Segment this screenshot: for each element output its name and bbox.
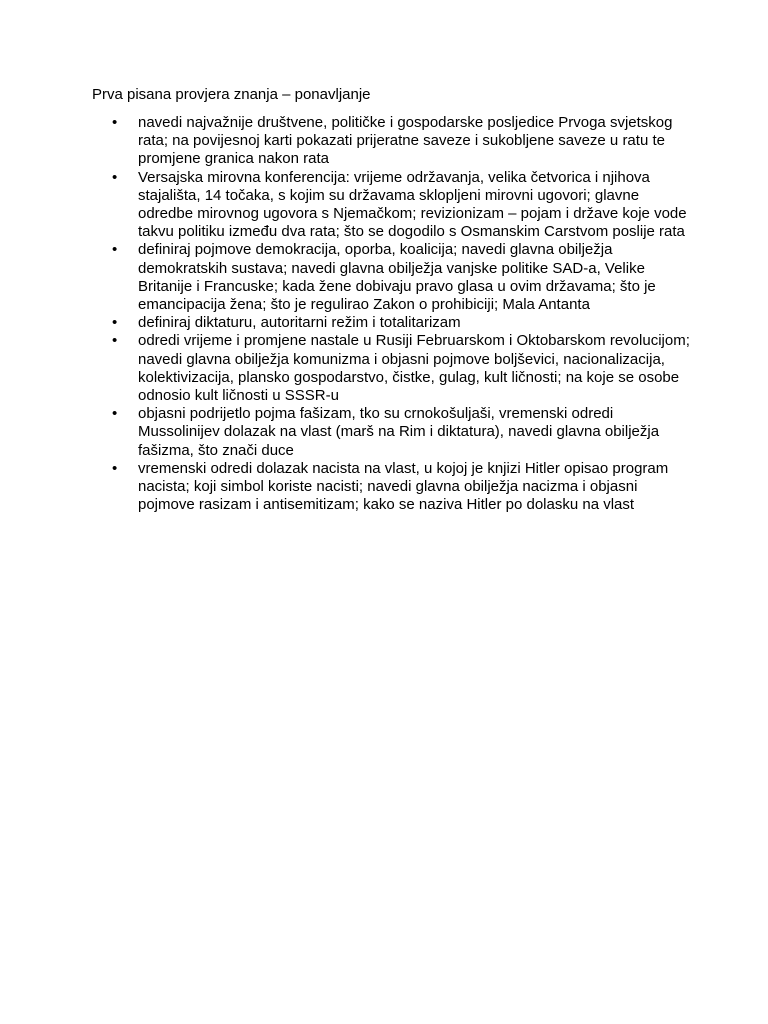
bullet-icon: • — [112, 114, 118, 131]
bullet-icon: • — [112, 168, 118, 186]
list-item-text: odredi vrijeme i promjene nastale u Rusiji Februarskom i Oktobarskom revolucijom; navedi glavna obilježja komunizma i objasni pojmove boljševici, nacionalizacija, kolektivizacija, plansko gospodarstvo, čistke, gulag, kult ličnosti; na koje se osobe odnosio kult ličnosti u SSSR-u — [138, 332, 690, 405]
bullet-icon: • — [112, 459, 118, 477]
bullet-icon: • — [112, 332, 118, 350]
list-item — [92, 460, 692, 515]
list-item-text: vremenski odredi dolazak nacista na vlast, u kojoj je knjizi Hitler opisao program nacista; koji simbol koriste nacisti; navedi glavna obilježja nacizma i objasni pojmove rasizam i antisemitizam; kako se naziva Hitler po dolasku na vlast — [138, 459, 669, 514]
page-title: Prva pisana provjera znanja – ponavljanje — [92, 86, 371, 103]
list-item — [92, 332, 692, 405]
list-item-text: definiraj diktaturu, autoritarni režim i totalitarizam — [138, 314, 461, 332]
list-item-text: objasni podrijetlo pojma fašizam, tko su crnokošuljaši, vremenski odredi Mussolinijev dolazak na vlast (marš na Rim i diktatura), navedi glavna obilježja fašizma, što znači duce — [138, 405, 660, 459]
bullet-icon: • — [112, 405, 118, 423]
topic-list — [92, 114, 692, 514]
bullet-icon: • — [112, 241, 118, 259]
list-item — [92, 405, 692, 460]
list-item-text: navedi najvažnije društvene, političke i gospodarske posljedice Prvoga svjetskog rata; na povijesnoj karti pokazati prijeratne saveze i sukobljene saveze u ratu te promjene granica nakon rata — [138, 114, 673, 168]
list-item — [92, 114, 692, 169]
list-item-text: definiraj pojmove demokracija, oporba, koalicija; navedi glavna obilježja demokratskih sustava; navedi glavna obilježja vanjske politike SAD-a, Velike Britanije i Francuske; kada žene dobivaju pravo glasa u ovim državama; što je emancipacija žena; što je regulirao Zakon o prohibiciji; Mala Antanta — [138, 241, 656, 314]
list-item — [92, 169, 692, 242]
list-item — [92, 241, 692, 314]
list-item-text: Versajska mirovna konferencija: vrijeme održavanja, velika četvorica i njihova stajališta, 14 točaka, s kojim su državama sklopljeni mirovni ugovori; glavne odredbe mirovnog ugovora s Njemačkom; revizionizam – pojam i države koje vode takvu politiku između dva rata; što se dogodilo s Osmanskim Carstvom poslije rata — [138, 168, 687, 241]
list-item — [92, 314, 692, 332]
bullet-icon: • — [112, 314, 118, 332]
